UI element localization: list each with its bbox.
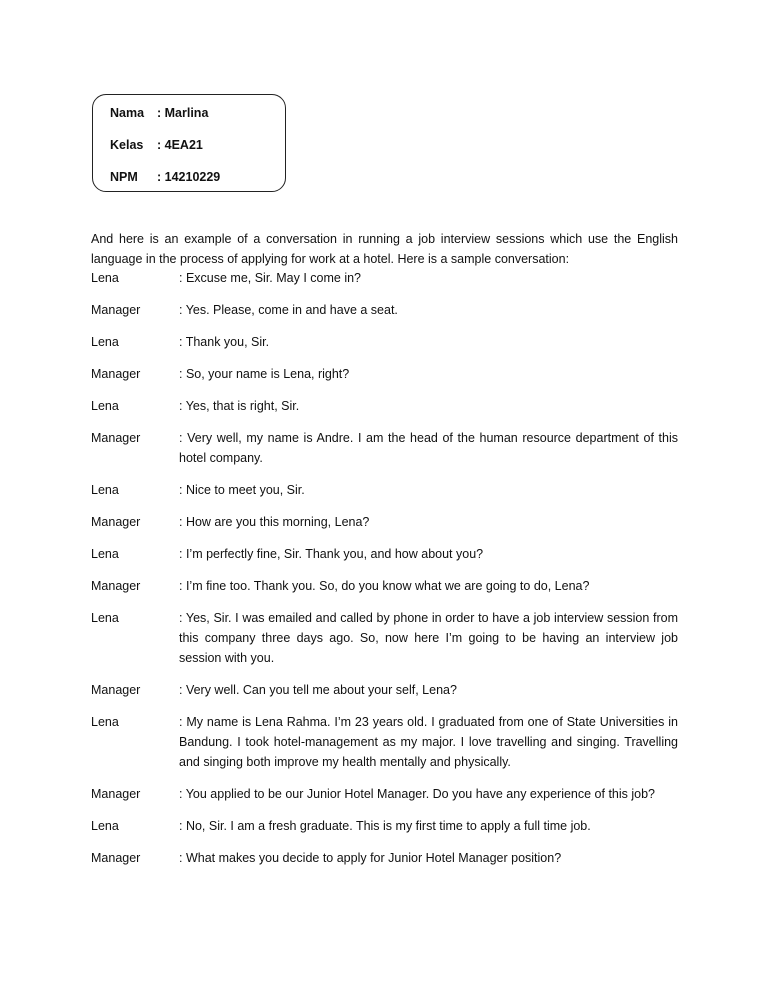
npm-label: NPM (110, 170, 138, 184)
class-label: Kelas (110, 138, 144, 152)
dialog-turn (91, 848, 678, 868)
dialog-line: : So, your name is Lena, right? (179, 367, 350, 381)
dialog-turn (91, 784, 678, 804)
info-row-class (110, 136, 203, 154)
intro-paragraph: And here is an example of a conversation in running a job interview sessions which use the English language in the process of applying for work at a hotel. Here is a sample conversation: (91, 231, 678, 266)
dialog-turn (91, 608, 678, 668)
dialog-line: : What makes you decide to apply for Junior Hotel Manager position? (179, 851, 562, 865)
speaker-name: Lena (91, 271, 119, 285)
dialog-turn (91, 544, 678, 564)
dialog-turn (91, 512, 678, 532)
speaker-name: Manager (91, 683, 141, 697)
speaker-name: Lena (91, 483, 119, 497)
dialog-turn (91, 396, 678, 416)
dialog-line: : Yes. Please, come in and have a seat. (179, 303, 398, 317)
dialog-turn (91, 428, 678, 468)
dialog-turn (91, 332, 678, 352)
dialog-line: : Nice to meet you, Sir. (179, 483, 305, 497)
speaker-name: Lena (91, 547, 119, 561)
dialog-line: : How are you this morning, Lena? (179, 515, 370, 529)
dialog-line: : Excuse me, Sir. May I come in? (179, 271, 362, 285)
info-row-name (110, 104, 208, 122)
dialog-line: : I’m fine too. Thank you. So, do you know what we are going to do, Lena? (179, 579, 590, 593)
speaker-name: Lena (91, 399, 119, 413)
speaker-name: Lena (91, 335, 119, 349)
dialog-line: : My name is Lena Rahma. I’m 23 years old. I graduated from one of State Universities in Bandung. I took hotel-management as my major. I love travelling and singing. Travelling and singing both improve my health mentally and physically. (179, 715, 678, 769)
speaker-name: Lena (91, 715, 119, 729)
dialog-turn (91, 680, 678, 700)
speaker-name: Lena (91, 819, 119, 833)
dialog-turn (91, 576, 678, 596)
dialog-line: : Very well. Can you tell me about your self, Lena? (179, 683, 457, 697)
dialog-line: : Yes, that is right, Sir. (179, 399, 300, 413)
name-value: : Marlina (157, 106, 209, 120)
speaker-name: Manager (91, 367, 141, 381)
name-label: Nama (110, 106, 145, 120)
info-row-npm (110, 168, 220, 186)
speaker-name: Manager (91, 579, 141, 593)
dialog-turn (91, 480, 678, 500)
dialog-turn (91, 712, 678, 772)
dialog-line: : You applied to be our Junior Hotel Manager. Do you have any experience of this job? (179, 787, 656, 801)
dialog-line: : Yes, Sir. I was emailed and called by phone in order to have a job interview session from this company three days ago. So, now here I’m going to be having an interview job session with you. (179, 611, 678, 665)
student-info-box (92, 94, 286, 192)
speaker-name: Manager (91, 787, 141, 801)
speaker-name: Manager (91, 303, 141, 317)
dialog-turn (91, 300, 678, 320)
speaker-name: Manager (91, 515, 141, 529)
class-value: : 4EA21 (157, 138, 203, 152)
dialog-turn (91, 816, 678, 836)
dialog-line: : Thank you, Sir. (179, 335, 270, 349)
dialog-line: : No, Sir. I am a fresh graduate. This is my first time to apply a full time job. (179, 819, 591, 833)
dialog-turn (91, 268, 678, 288)
speaker-name: Manager (91, 851, 141, 865)
dialog-line: : I’m perfectly fine, Sir. Thank you, and how about you? (179, 547, 484, 561)
speaker-name: Lena (91, 611, 119, 625)
dialog-turn (91, 364, 678, 384)
conversation (91, 268, 678, 880)
npm-value: : 14210229 (157, 170, 221, 184)
dialog-line: : Very well, my name is Andre. I am the head of the human resource department of this hotel company. (179, 431, 678, 465)
speaker-name: Manager (91, 431, 141, 445)
